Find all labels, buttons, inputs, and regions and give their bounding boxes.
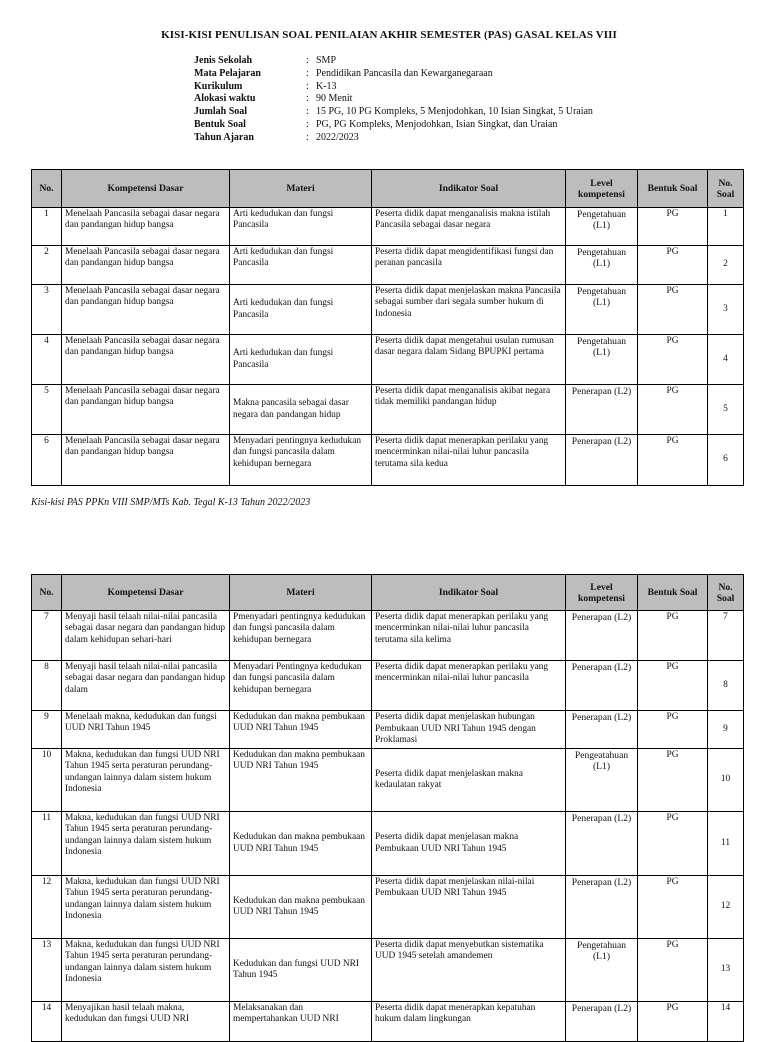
cell-materi: Pmenyadari pentingnya kedudukan dan fungsi pancasila dalam kehidupan bernegara bbox=[230, 611, 372, 661]
cell-no: 7 bbox=[32, 611, 62, 661]
cell-indikator-soal: Peserta didik dapat menjelasan makna Pembukaan UUD NRI Tahun 1945 bbox=[372, 812, 566, 876]
cell-kompetensi-dasar: Menelaah Pancasila sebagai dasar negara dan pandangan hidup bangsa bbox=[62, 246, 230, 285]
cell-no: 9 bbox=[32, 711, 62, 749]
header-level-kompetensi: Level kompetensi bbox=[566, 170, 638, 208]
cell-no-soal: 3 bbox=[708, 285, 744, 335]
meta-colon: : bbox=[306, 67, 309, 79]
cell-level-kompetensi: Penerapan (L2) bbox=[566, 661, 638, 711]
table-row bbox=[32, 876, 744, 939]
cell-level-kompetensi: Pengetahuan (L1) bbox=[566, 335, 638, 385]
cell-bentuk-soal: PG bbox=[638, 435, 708, 486]
cell-kompetensi-dasar: Menyaji hasil telaah nilai-nilai pancasila sebagai dasar negara dan pandangan hidup dalam bbox=[62, 661, 230, 711]
cell-level-kompetensi: Penerapan (L2) bbox=[566, 876, 638, 939]
cell-no-soal: 10 bbox=[708, 749, 744, 812]
meta-value: PG, PG Kompleks, Menjodohkan, Isian Singkat, dan Uraian bbox=[316, 118, 558, 130]
table-row bbox=[32, 435, 744, 486]
meta-label: Bentuk Soal bbox=[194, 118, 246, 130]
cell-level-kompetensi: Pengetahuan (L1) bbox=[566, 208, 638, 246]
cell-no-soal: 6 bbox=[708, 435, 744, 486]
cell-kompetensi-dasar: Menelaah Pancasila sebagai dasar negara dan pandangan hidup bangsa bbox=[62, 385, 230, 435]
cell-no: 6 bbox=[32, 435, 62, 486]
cell-indikator-soal: Peserta didik dapat menjelaskan makna kedaulatan rakyat bbox=[372, 749, 566, 812]
cell-indikator-soal: Peserta didik dapat mengidentifikasi fungsi dan peranan pancasila bbox=[372, 246, 566, 285]
meta-value: K-13 bbox=[316, 80, 337, 92]
cell-materi: Arti kedudukan dan fungsi Pancasila bbox=[230, 335, 372, 385]
cell-no-soal: 7 bbox=[708, 611, 744, 661]
cell-indikator-soal: Peserta didik dapat menyebutkan sistematika UUD 1945 setelah amandemen bbox=[372, 939, 566, 1002]
cell-no-soal: 9 bbox=[708, 711, 744, 749]
cell-no-soal: 14 bbox=[708, 1002, 744, 1042]
cell-level-kompetensi: Pengetahuan (L1) bbox=[566, 246, 638, 285]
table-row bbox=[32, 1002, 744, 1042]
header-no-soal: No. Soal bbox=[708, 170, 744, 208]
header-bentuk-soal: Bentuk Soal bbox=[638, 575, 708, 611]
cell-bentuk-soal: PG bbox=[638, 876, 708, 939]
meta-row bbox=[194, 132, 593, 145]
cell-indikator-soal: Peserta didik dapat menerapkan perilaku yang mencerminkan nilai-nilai luhur pancasila terutama sila kelima bbox=[372, 611, 566, 661]
document-meta bbox=[194, 55, 593, 145]
cell-kompetensi-dasar: Makna, kedudukan dan fungsi UUD NRI Tahun 1945 serta peraturan perundang-undangan lainnya dalam sistem hukum Indonesia bbox=[62, 939, 230, 1002]
cell-kompetensi-dasar: Menelaah Pancasila sebagai dasar negara dan pandangan hidup bangsa bbox=[62, 285, 230, 335]
cell-no: 12 bbox=[32, 876, 62, 939]
cell-kompetensi-dasar: Menelaah Pancasila sebagai dasar negara dan pandangan hidup bangsa bbox=[62, 335, 230, 385]
cell-no: 2 bbox=[32, 246, 62, 285]
table-caption: Kisi-kisi PAS PPKn VIII SMP/MTs Kab. Tegal K-13 Tahun 2022/2023 bbox=[31, 497, 311, 508]
table-row bbox=[32, 711, 744, 749]
meta-row bbox=[194, 119, 593, 132]
meta-value: Pendidikan Pancasila dan Kewarganegaraan bbox=[316, 67, 493, 79]
cell-level-kompetensi: Penerapan (L2) bbox=[566, 812, 638, 876]
cell-bentuk-soal: PG bbox=[638, 939, 708, 1002]
cell-bentuk-soal: PG bbox=[638, 246, 708, 285]
header-indikator-soal: Indikator Soal bbox=[372, 575, 566, 611]
header-bentuk-soal: Bentuk Soal bbox=[638, 170, 708, 208]
table-row bbox=[32, 812, 744, 876]
table-row bbox=[32, 661, 744, 711]
cell-no: 10 bbox=[32, 749, 62, 812]
cell-level-kompetensi: Penerapan (L2) bbox=[566, 1002, 638, 1042]
cell-no: 1 bbox=[32, 208, 62, 246]
table-row bbox=[32, 385, 744, 435]
cell-no-soal: 12 bbox=[708, 876, 744, 939]
meta-label: Jenis Sekolah bbox=[194, 55, 253, 66]
cell-indikator-soal: Peserta didik dapat menerapkan perilaku yang mencerminkan nilai-nilai luhur pancasila terutama sila kedua bbox=[372, 435, 566, 486]
cell-indikator-soal: Peserta didik dapat mengetahui usulan rumusan dasar negara dalam Sidang BPUPKI pertama bbox=[372, 335, 566, 385]
cell-materi: Kedudukan dan makna pembukaan UUD NRI Tahun 1945 bbox=[230, 876, 372, 939]
cell-materi: Makna pancasila sebagai dasar negara dan pandangan hidup bbox=[230, 385, 372, 435]
meta-value: SMP bbox=[316, 55, 337, 66]
header-level-kompetensi: Level kompetensi bbox=[566, 575, 638, 611]
cell-kompetensi-dasar: Makna, kedudukan dan fungsi UUD NRI Tahun 1945 serta peraturan perundang-undangan lainnya dalam sistem hukum Indonesia bbox=[62, 749, 230, 812]
meta-colon: : bbox=[306, 118, 309, 130]
cell-indikator-soal: Peserta didik dapat menjelaskan hubungan Pembukaan UUD NRI Tahun 1945 dengan Proklamasi bbox=[372, 711, 566, 749]
cell-no: 8 bbox=[32, 661, 62, 711]
table-row bbox=[32, 749, 744, 812]
meta-row bbox=[194, 106, 593, 119]
cell-no-soal: 2 bbox=[708, 246, 744, 285]
meta-colon: : bbox=[306, 80, 309, 92]
cell-indikator-soal: Peserta didik dapat menjelaskan makna Pancasila sebagai sumber dari segala sumber hukum di Indonesia bbox=[372, 285, 566, 335]
cell-materi: Menyadari pentingnya kedudukan dan fungsi pancasila dalam kehidupan bernegara bbox=[230, 435, 372, 486]
cell-materi: Kedudukan dan makna pembukaan UUD NRI Tahun 1945 bbox=[230, 812, 372, 876]
cell-no-soal: 8 bbox=[708, 661, 744, 711]
cell-kompetensi-dasar: Menelaah Pancasila sebagai dasar negara dan pandangan hidup bangsa bbox=[62, 435, 230, 486]
header-indikator-soal: Indikator Soal bbox=[372, 170, 566, 208]
meta-colon: : bbox=[306, 106, 309, 118]
document-title: KISI-KISI PENULISAN SOAL PENILAIAN AKHIR SEMESTER (PAS) GASAL KELAS VIII bbox=[161, 29, 617, 41]
table-row bbox=[32, 939, 744, 1002]
cell-kompetensi-dasar: Makna, kedudukan dan fungsi UUD NRI Tahun 1945 serta peraturan perundang-undangan lainnya dalam sistem hukum Indonesia bbox=[62, 876, 230, 939]
cell-no: 4 bbox=[32, 335, 62, 385]
table-row bbox=[32, 208, 744, 246]
cell-indikator-soal: Peserta didik dapat menganalisis akibat negara tidak memiliki pandangan hidup bbox=[372, 385, 566, 435]
cell-no-soal: 11 bbox=[708, 812, 744, 876]
header-kompetensi-dasar: Kompetensi Dasar bbox=[62, 575, 230, 611]
meta-row bbox=[194, 55, 593, 68]
meta-label: Kurikulum bbox=[194, 80, 243, 92]
cell-level-kompetensi: Penerapan (L2) bbox=[566, 385, 638, 435]
header-materi: Materi bbox=[230, 575, 372, 611]
meta-value: 90 Menit bbox=[316, 93, 353, 105]
meta-colon: : bbox=[306, 93, 309, 105]
cell-bentuk-soal: PG bbox=[638, 208, 708, 246]
cell-bentuk-soal: PG bbox=[638, 1002, 708, 1042]
meta-row bbox=[194, 68, 593, 81]
cell-level-kompetensi: Penerapan (L2) bbox=[566, 435, 638, 486]
meta-colon: : bbox=[306, 55, 309, 66]
cell-level-kompetensi: Penerapan (L2) bbox=[566, 611, 638, 661]
meta-row bbox=[194, 93, 593, 106]
table-row bbox=[32, 611, 744, 661]
table-row bbox=[32, 335, 744, 385]
meta-label: Jumlah Soal bbox=[194, 106, 248, 118]
meta-colon: : bbox=[306, 131, 309, 143]
kisi-kisi-table-1 bbox=[31, 169, 744, 486]
cell-kompetensi-dasar: Menelaah Pancasila sebagai dasar negara dan pandangan hidup bangsa bbox=[62, 208, 230, 246]
cell-kompetensi-dasar: Menyajikan hasil telaah makna, kedudukan dan fungsi UUD NRI bbox=[62, 1002, 230, 1042]
cell-bentuk-soal: PG bbox=[638, 335, 708, 385]
cell-indikator-soal: Peserta didik dapat menerapkan kepatuhan hukum dalam lingkungan bbox=[372, 1002, 566, 1042]
meta-value: 15 PG, 10 PG Kompleks, 5 Menjodohkan, 10 Isian Singkat, 5 Uraian bbox=[316, 106, 593, 118]
cell-materi: Kedudukan dan makna pembukaan UUD NRI Tahun 1945 bbox=[230, 749, 372, 812]
cell-bentuk-soal: PG bbox=[638, 611, 708, 661]
cell-indikator-soal: Peserta didik dapat menjelaskan nilai-nilai Pembukaan UUD NRI Tahun 1945 bbox=[372, 876, 566, 939]
cell-no: 11 bbox=[32, 812, 62, 876]
cell-bentuk-soal: PG bbox=[638, 661, 708, 711]
cell-kompetensi-dasar: Menyaji hasil telaah nilai-nilai pancasila sebagai dasar negara dan pandangan hidup dalam kehidupan sehari-hari bbox=[62, 611, 230, 661]
cell-no-soal: 13 bbox=[708, 939, 744, 1002]
kisi-kisi-table-2 bbox=[31, 574, 744, 1042]
cell-no-soal: 1 bbox=[708, 208, 744, 246]
cell-no: 13 bbox=[32, 939, 62, 1002]
header-no-soal: No. Soal bbox=[708, 575, 744, 611]
cell-kompetensi-dasar: Makna, kedudukan dan fungsi UUD NRI Tahun 1945 serta peraturan perundang-undangan lainnya dalam sistem hukum Indonesia bbox=[62, 812, 230, 876]
cell-materi: Arti kedudukan dan fungsi Pancasila bbox=[230, 285, 372, 335]
cell-bentuk-soal: PG bbox=[638, 385, 708, 435]
cell-no: 5 bbox=[32, 385, 62, 435]
table-row bbox=[32, 246, 744, 285]
meta-value: 2022/2023 bbox=[316, 131, 359, 143]
cell-level-kompetensi: Pengeatahuan (L1) bbox=[566, 749, 638, 812]
cell-materi: Arti kedudukan dan fungsi Pancasila bbox=[230, 208, 372, 246]
cell-indikator-soal: Peserta didik dapat menerapkan perilaku yang mencerminkan nilai-nilai luhur pancasila bbox=[372, 661, 566, 711]
cell-materi: Arti kedudukan dan fungsi Pancasila bbox=[230, 246, 372, 285]
cell-materi: Kedudukan dan fungsi UUD NRI Tahun 1945 bbox=[230, 939, 372, 1002]
cell-bentuk-soal: PG bbox=[638, 711, 708, 749]
cell-materi: Melaksanakan dan mempertahankan UUD NRI bbox=[230, 1002, 372, 1042]
header-no: No. bbox=[32, 575, 62, 611]
cell-materi: Kedudukan dan makna pembukaan UUD NRI Tahun 1945 bbox=[230, 711, 372, 749]
table-row bbox=[32, 285, 744, 335]
cell-no-soal: 5 bbox=[708, 385, 744, 435]
meta-row bbox=[194, 81, 593, 94]
cell-no-soal: 4 bbox=[708, 335, 744, 385]
cell-bentuk-soal: PG bbox=[638, 812, 708, 876]
meta-label: Tahun Ajaran bbox=[194, 131, 254, 143]
header-no: No. bbox=[32, 170, 62, 208]
cell-no: 14 bbox=[32, 1002, 62, 1042]
cell-kompetensi-dasar: Menelaah makna, kedudukan dan fungsi UUD NRI Tahun 1945 bbox=[62, 711, 230, 749]
header-materi: Materi bbox=[230, 170, 372, 208]
cell-indikator-soal: Peserta didik dapat menganalisis makna istilah Pancasila sebagai dasar negara bbox=[372, 208, 566, 246]
header-kompetensi-dasar: Kompetensi Dasar bbox=[62, 170, 230, 208]
cell-bentuk-soal: PG bbox=[638, 749, 708, 812]
cell-level-kompetensi: Penerapan (L2) bbox=[566, 711, 638, 749]
cell-no: 3 bbox=[32, 285, 62, 335]
cell-bentuk-soal: PG bbox=[638, 285, 708, 335]
cell-level-kompetensi: Pengetahuan (L1) bbox=[566, 285, 638, 335]
meta-label: Mata Pelajaran bbox=[194, 67, 261, 79]
meta-label: Alokasi waktu bbox=[194, 93, 256, 105]
cell-level-kompetensi: Pengetahuan (L1) bbox=[566, 939, 638, 1002]
cell-materi: Menyadari Pentingnya kedudukan dan fungsi pancasila dalam kehidupan bernegara bbox=[230, 661, 372, 711]
